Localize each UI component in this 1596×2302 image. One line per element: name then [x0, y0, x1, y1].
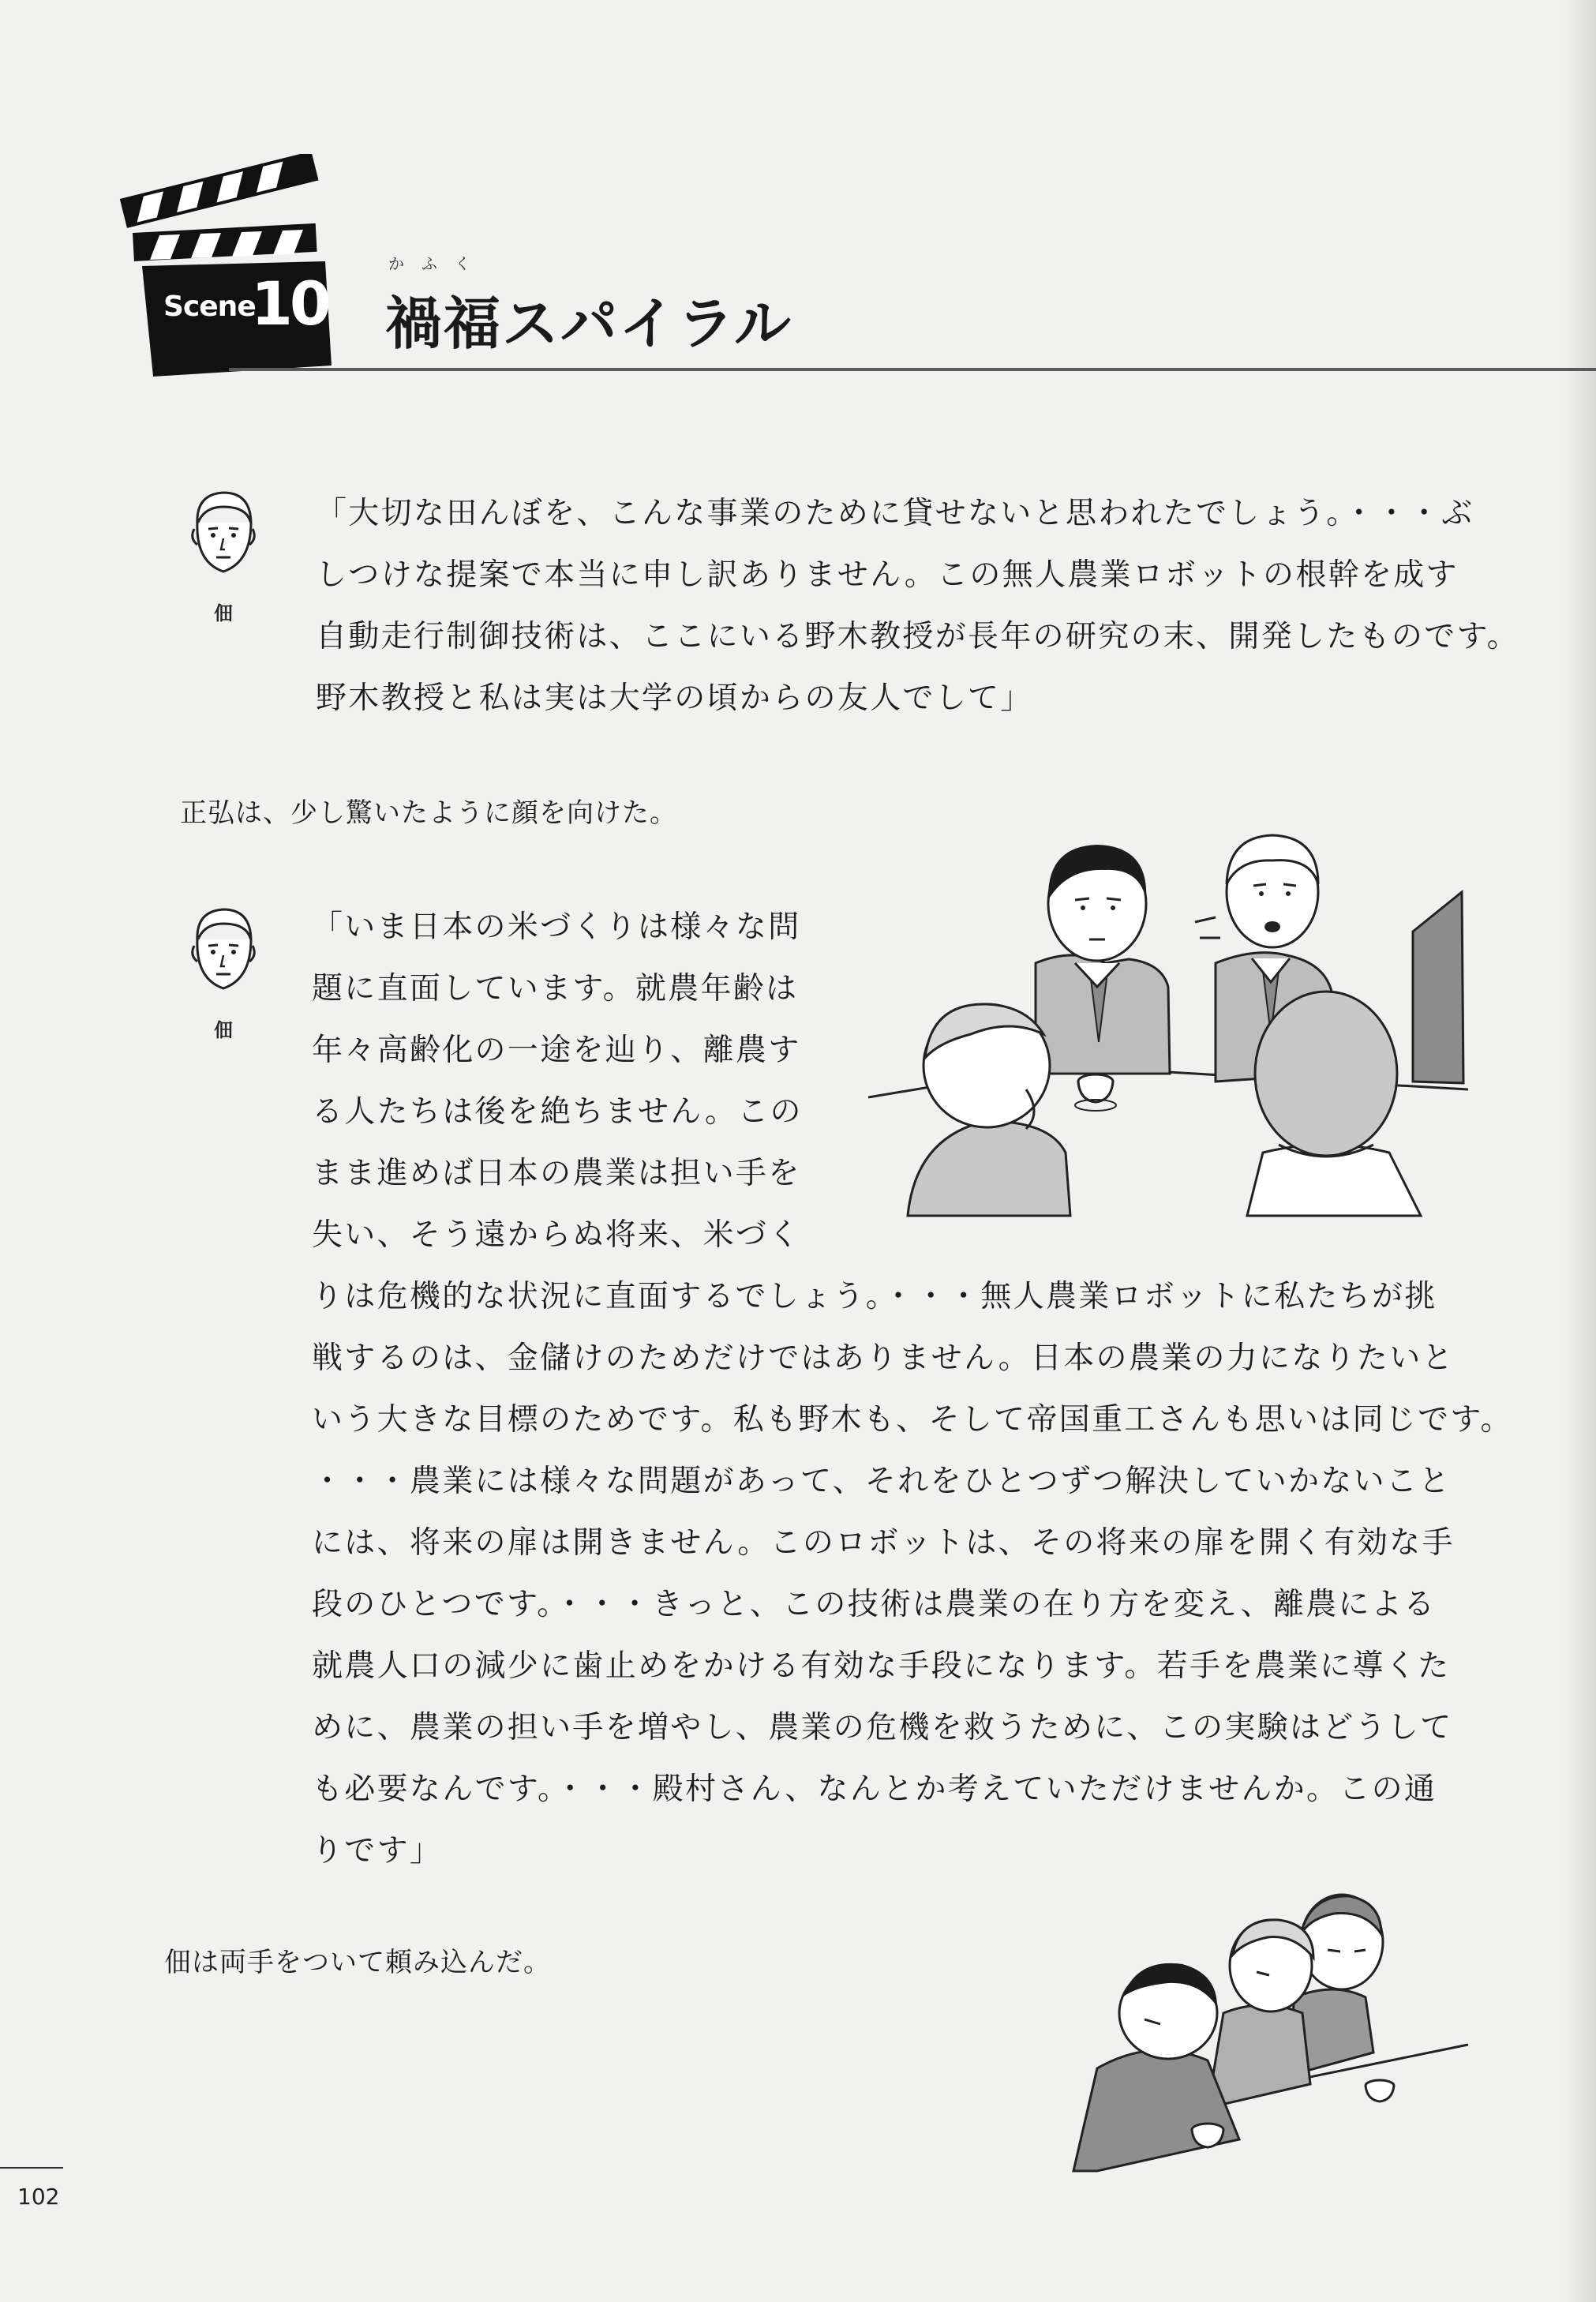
- dialogue-line: 「大切な田んぼを、こんな事業のために貸せないと思われたでしょう。・・・ぶ: [316, 496, 1474, 531]
- dialogue-line: も必要なんです。・・・殿村さん、なんとか考えていただけませんか。この通: [312, 1771, 1437, 1807]
- dialogue-line: ・・・農業には様々な問題があって、それをひとつずつ解決していかないこと: [312, 1464, 1452, 1499]
- narration: 佃は両手をついて頼み込んだ。: [164, 1947, 551, 1978]
- dialogue-line: しつけな提案で本当に申し訳ありません。この無人農業ロボットの根幹を成す: [316, 557, 1459, 593]
- page-number: 102: [17, 2184, 60, 2210]
- dialogue-line: 戦するのは、金儲けのためだけではありません。日本の農業の力になりたいと: [312, 1340, 1455, 1376]
- page-edge-shadow: [1564, 0, 1596, 2302]
- dialogue-line: る人たちは後を絶ちません。この: [312, 1094, 803, 1130]
- narration: 正弘は、少し驚いたように顔を向けた。: [180, 797, 677, 829]
- scene-label: Scene: [163, 291, 256, 323]
- dialogue-line: いう大きな目標のためです。私も野木も、そして帝国重工さんも思いは同じです。: [312, 1402, 1513, 1438]
- avatar-name: 佃: [214, 1019, 233, 1041]
- meeting-illustration: [868, 805, 1484, 1232]
- folio-rule: [0, 2167, 63, 2169]
- dialogue-line: 自動走行制御技術は、ここにいる野木教授が長年の研究の末、開発したものです。: [316, 619, 1519, 654]
- scene-number: 10: [251, 268, 328, 339]
- dialogue-line: 「いま日本の米づくりは様々な問: [312, 909, 801, 945]
- dialogue-line: めに、農業の担い手を増やし、農業の危機を救うために、この実験はどうして: [312, 1710, 1453, 1745]
- dialogue-line: りは危機的な状況に直面するでしょう。・・・無人農業ロボットに私たちが挑: [312, 1279, 1437, 1314]
- dialogue-line: りです」: [312, 1833, 443, 1869]
- avatar-name: 佃: [214, 602, 233, 624]
- dialogue-line: 段のひとつです。・・・きっと、この技術は農業の在り方を変え、離農による: [312, 1587, 1437, 1622]
- dialogue-line: 年々高齢化の一途を辿り、離農す: [312, 1033, 801, 1068]
- dialogue-paragraph: [316, 483, 1519, 729]
- title-ruby: かふく: [388, 254, 488, 273]
- title-rule: [229, 368, 1596, 371]
- dialogue-line: 野木教授と私は実は大学の頃からの友人でして」: [316, 680, 1033, 716]
- tsukuda-avatar-icon: [180, 900, 267, 1010]
- tsukuda-avatar-icon: [180, 483, 267, 594]
- dialogue-line: には、将来の扉は開きません。このロボットは、その将来の扉を開く有効な手: [312, 1525, 1455, 1561]
- dialogue-line: 題に直面しています。就農年齢は: [312, 971, 799, 1007]
- dialogue-line: 失い、そう遠からぬ将来、米づく: [312, 1217, 801, 1253]
- dialogue-line: まま進めば日本の農業は担い手を: [312, 1156, 801, 1191]
- bowing-illustration: [1050, 1879, 1476, 2179]
- chapter-title: 禍福スパイラル: [385, 291, 792, 357]
- dialogue-line: 就農人口の減少に歯止めをかける有効な手段になります。若手を農業に導くた: [312, 1648, 1451, 1684]
